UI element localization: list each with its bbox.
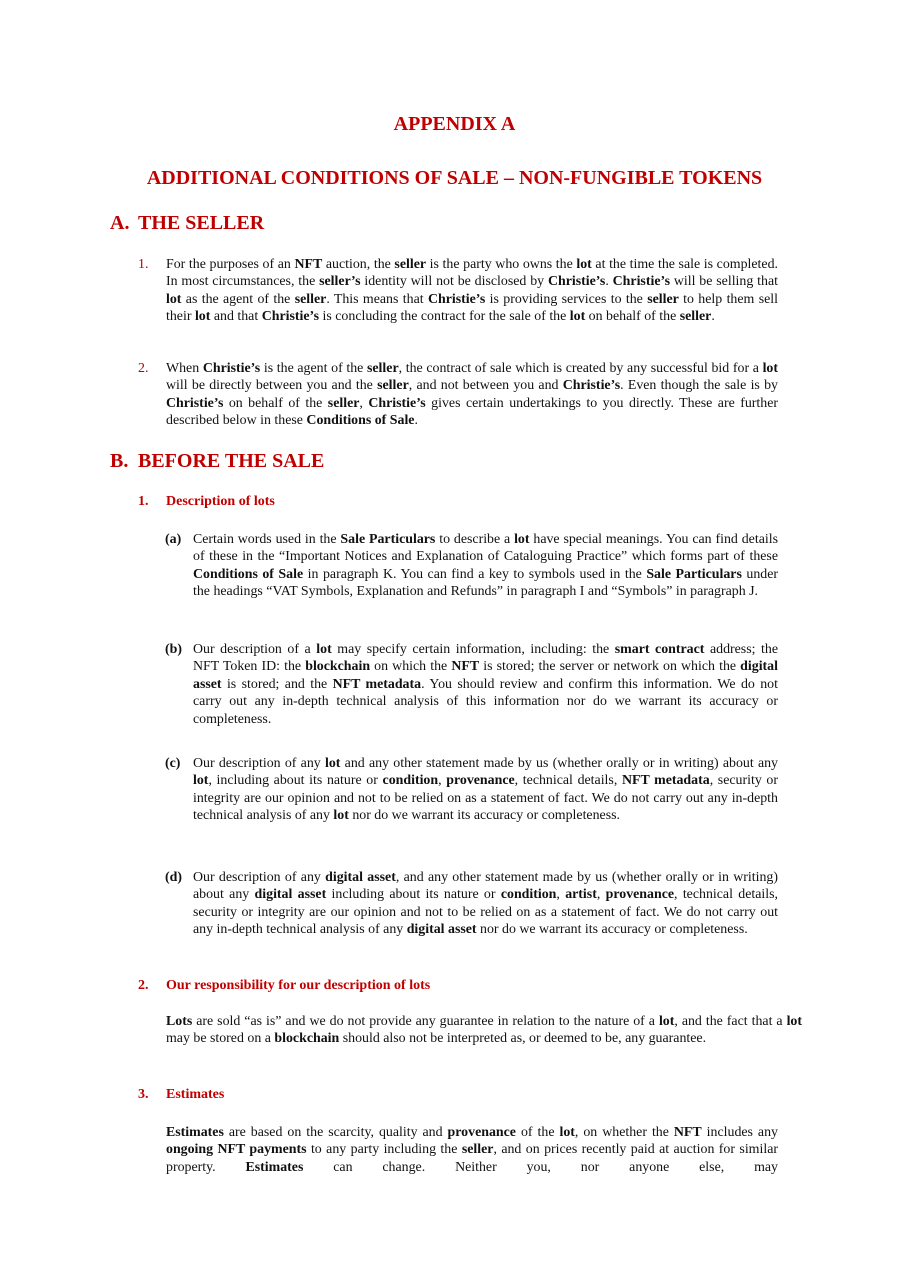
text-run: have special meanings. You can find details of these in the “Important Notices and Explanation of Cataloguing Practice” which forms part of these bbox=[193, 532, 778, 565]
section-number: B. bbox=[110, 450, 129, 472]
seller-clause-1 bbox=[138, 256, 778, 326]
text-run: as the agent of the bbox=[181, 291, 295, 307]
defined-term: seller bbox=[327, 395, 360, 411]
section-title: THE SELLER bbox=[138, 212, 265, 234]
text-run: at the time the sale is completed. In most circumstances, the bbox=[166, 257, 778, 290]
defined-term: lot bbox=[514, 532, 530, 547]
defined-term: lot bbox=[194, 309, 211, 325]
defined-term: lot bbox=[569, 309, 586, 325]
subsection-number: 2. bbox=[138, 978, 149, 993]
subsection-1-heading bbox=[138, 494, 275, 510]
defined-term: artist bbox=[565, 887, 597, 903]
section-title: BEFORE THE SALE bbox=[138, 450, 325, 472]
text-run: , bbox=[438, 773, 447, 789]
text-run: , technical details, bbox=[514, 773, 622, 789]
defined-term: Christie’s bbox=[612, 274, 670, 290]
clause-letter: (d) bbox=[165, 870, 182, 885]
defined-term: Estimates bbox=[166, 1125, 224, 1140]
subsection-title: Our responsibility for our description of lots bbox=[166, 978, 431, 993]
defined-term: digital asset bbox=[193, 659, 778, 692]
text-run: should also not be interpreted as, or deemed to be, any guarantee. bbox=[339, 1031, 707, 1047]
text-run: , the contract of sale which is created by any successful bid for a bbox=[398, 361, 763, 376]
defined-term: Christie’s bbox=[261, 309, 320, 325]
clause-letter: (a) bbox=[165, 532, 182, 547]
text-run: are sold “as is” and we do not provide any guarantee in relation to the nature of a bbox=[192, 1014, 659, 1029]
defined-term: Conditions of Sale bbox=[193, 566, 304, 582]
text-run: , bbox=[556, 887, 566, 903]
text-run: When bbox=[166, 361, 203, 376]
text-run: nor do we warrant its accuracy or completeness. bbox=[476, 922, 748, 938]
defined-term: lot bbox=[786, 1014, 802, 1029]
defined-term: provenance bbox=[447, 1125, 516, 1140]
text-run: is the party who owns the bbox=[426, 257, 577, 272]
text-run: and any other statement made by us (whether orally or in writing) about any bbox=[340, 756, 778, 771]
defined-term: NFT bbox=[294, 257, 323, 272]
defined-term: condition bbox=[382, 773, 439, 789]
defined-term: NFT metadata bbox=[621, 773, 710, 789]
defined-term: digital asset bbox=[325, 870, 396, 885]
description-clause-b bbox=[165, 641, 778, 728]
defined-term: seller bbox=[461, 1142, 494, 1158]
defined-term: Christie’s bbox=[547, 274, 606, 290]
defined-term: Christie’s bbox=[202, 361, 261, 376]
subsection-title: Estimates bbox=[166, 1087, 225, 1102]
defined-term: seller bbox=[294, 291, 327, 307]
text-run: , and not between you and bbox=[408, 378, 563, 394]
text-run: is providing services to the bbox=[485, 291, 648, 307]
defined-term: lot bbox=[316, 642, 332, 657]
text-run: may be stored on a bbox=[166, 1031, 275, 1047]
text-run: is stored; the server or network on which the bbox=[479, 659, 741, 675]
defined-term: lot bbox=[762, 361, 778, 376]
text-run: , security or integrity are our opinion and not to be relied on as a statement of fact. We do not carry out any in-depth technical analysis of any bbox=[193, 773, 778, 824]
text-run: of the bbox=[515, 1125, 560, 1140]
defined-term: blockchain bbox=[305, 659, 371, 675]
text-run: are based on the scarcity, quality and bbox=[223, 1125, 448, 1140]
defined-term: Christie’s bbox=[562, 378, 621, 394]
text-run: including about its nature or bbox=[326, 887, 501, 903]
section-number: A. bbox=[110, 212, 130, 234]
appendix-title: APPENDIX A bbox=[393, 113, 516, 135]
defined-term: lot bbox=[658, 1014, 675, 1029]
text-run: . bbox=[711, 309, 715, 325]
defined-term: lot bbox=[576, 257, 592, 272]
text-run: , including about its nature or bbox=[208, 773, 383, 789]
clause-text bbox=[166, 361, 778, 428]
defined-term: digital asset bbox=[406, 922, 477, 938]
defined-term: Estimates bbox=[245, 1159, 304, 1175]
text-run: can change. Neither you, nor anyone else, may bbox=[303, 1159, 778, 1175]
text-run: to describe a bbox=[435, 532, 515, 547]
defined-term: NFT bbox=[673, 1125, 702, 1140]
defined-term: smart contract bbox=[614, 642, 705, 657]
seller-clause-2 bbox=[138, 360, 778, 430]
text-run: nor do we warrant its accuracy or completeness. bbox=[348, 808, 620, 824]
text-run: . bbox=[605, 274, 613, 290]
text-run: is the agent of the bbox=[260, 361, 367, 376]
document-subtitle: ADDITIONAL CONDITIONS OF SALE – NON-FUNGIBLE TOKENS bbox=[146, 167, 763, 189]
defined-term: blockchain bbox=[274, 1031, 340, 1047]
defined-term: digital asset bbox=[254, 887, 327, 903]
paragraph-text bbox=[166, 1014, 802, 1046]
text-run: , and any other statement made by us (whether orally or in writing) about any bbox=[193, 870, 778, 903]
estimates-paragraph bbox=[166, 1124, 778, 1176]
defined-term: Conditions of Sale bbox=[306, 413, 415, 429]
text-run: in paragraph K. You can find a key to symbols used in the bbox=[303, 566, 647, 582]
text-run: under the headings “VAT Symbols, Explanation and Refunds” in paragraph I and “Symbols” in paragraph J. bbox=[193, 566, 779, 600]
defined-term: provenance bbox=[446, 773, 515, 789]
clause-number: 2. bbox=[138, 361, 149, 376]
text-run: identity will not be disclosed by bbox=[360, 274, 548, 290]
defined-term: Christie’s bbox=[427, 291, 486, 307]
defined-term: Lots bbox=[166, 1014, 193, 1029]
defined-term: seller bbox=[377, 378, 409, 394]
text-run: Certain words used in the bbox=[193, 532, 341, 547]
defined-term: lot bbox=[166, 291, 182, 307]
defined-term: Christie’s bbox=[166, 395, 224, 411]
text-run: gives certain undertakings to you directly. These are further described below in these bbox=[166, 395, 778, 429]
subsection-number: 1. bbox=[138, 494, 149, 509]
text-run: address; the NFT Token ID: the bbox=[193, 642, 778, 675]
defined-term: lot bbox=[193, 773, 209, 789]
section-b-heading bbox=[110, 450, 324, 473]
text-run: , bbox=[596, 887, 606, 903]
clause-number: 1. bbox=[138, 257, 149, 272]
text-run: is concluding the contract for the sale of the bbox=[319, 309, 570, 325]
text-run: For the purposes of an bbox=[166, 257, 295, 272]
defined-term: seller bbox=[647, 291, 679, 307]
text-run: Our description of any bbox=[193, 870, 326, 885]
defined-term: provenance bbox=[605, 887, 675, 903]
text-run: on behalf of the bbox=[585, 309, 680, 325]
paragraph-text bbox=[166, 1125, 778, 1175]
clause-text bbox=[193, 870, 778, 937]
text-run: is stored; and the bbox=[221, 676, 333, 692]
text-run: will be directly between you and the bbox=[166, 378, 378, 394]
subsection-2-heading bbox=[138, 978, 430, 994]
defined-term: Christie’s bbox=[368, 395, 426, 411]
text-run: Our description of any bbox=[193, 756, 325, 771]
defined-term: NFT bbox=[451, 659, 480, 675]
text-run: , and the fact that a bbox=[674, 1014, 787, 1029]
subsection-3-heading bbox=[138, 1087, 224, 1103]
text-run: . bbox=[414, 413, 418, 429]
text-run: . Even though the sale is by bbox=[620, 378, 778, 394]
text-run: on which the bbox=[370, 659, 452, 675]
clause-text bbox=[166, 257, 778, 324]
subsection-number: 3. bbox=[138, 1087, 149, 1102]
defined-term: lot bbox=[333, 808, 349, 824]
defined-term: lot bbox=[559, 1125, 575, 1140]
text-run: auction, the bbox=[322, 257, 395, 272]
subsection-title: Description of lots bbox=[166, 494, 275, 509]
clause-text bbox=[193, 642, 778, 727]
description-clause-c bbox=[165, 755, 778, 825]
description-clause-d bbox=[165, 869, 778, 939]
defined-term: lot bbox=[324, 756, 341, 771]
defined-term: Sale Particulars bbox=[340, 532, 436, 547]
clause-text bbox=[193, 756, 778, 823]
text-run: , on whether the bbox=[574, 1125, 674, 1140]
text-run: to help them sell their bbox=[166, 291, 778, 325]
description-clause-a bbox=[165, 531, 779, 601]
text-run: to any party including the bbox=[306, 1142, 462, 1158]
clause-text bbox=[193, 532, 778, 599]
text-run: will be selling that bbox=[670, 274, 778, 290]
defined-term: seller bbox=[366, 361, 399, 376]
text-run: . This means that bbox=[326, 291, 428, 307]
section-a-heading bbox=[110, 212, 264, 235]
text-run: Our description of a bbox=[193, 642, 317, 657]
text-run: and that bbox=[210, 309, 262, 325]
text-run: includes any bbox=[701, 1125, 778, 1140]
defined-term: Sale Particulars bbox=[646, 566, 742, 582]
text-run: , bbox=[359, 395, 369, 411]
text-run: , and on prices recently paid at auction for similar property. bbox=[166, 1142, 778, 1175]
clause-letter: (c) bbox=[165, 756, 181, 771]
text-run: , technical details, security or integrity are our opinion and not to be relied on as a statement of fact. We do not carry out any in-depth technical analysis of any bbox=[193, 887, 778, 938]
text-run: may specify certain information, including: the bbox=[331, 642, 615, 657]
text-run: . You should review and confirm this information. We do not carry out any in-depth technical analysis of this information nor do we warrant its accuracy or completeness. bbox=[193, 676, 778, 727]
defined-term: seller bbox=[394, 257, 427, 272]
defined-term: seller’s bbox=[319, 274, 361, 290]
defined-term: ongoing NFT payments bbox=[166, 1142, 307, 1158]
defined-term: condition bbox=[500, 887, 557, 903]
clause-letter: (b) bbox=[165, 642, 182, 657]
defined-term: seller bbox=[679, 309, 712, 325]
defined-term: NFT metadata bbox=[332, 676, 422, 692]
responsibility-paragraph bbox=[166, 1013, 802, 1048]
text-run: on behalf of the bbox=[223, 395, 328, 411]
